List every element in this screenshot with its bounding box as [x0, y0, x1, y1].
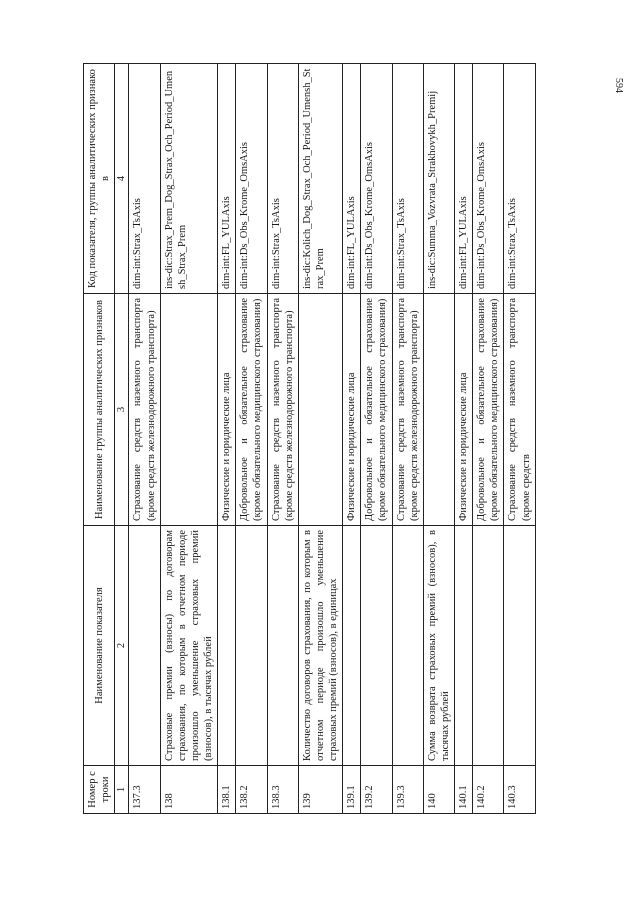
indicator-name — [236, 526, 267, 766]
indicator-name — [473, 526, 504, 766]
row-number: 138.1 — [218, 766, 236, 814]
table-row — [473, 64, 504, 814]
indicator-name — [343, 526, 361, 766]
indicator-name — [267, 526, 298, 766]
table-row — [504, 64, 535, 814]
indicator-code: dim-int:Strax_TsAxis — [267, 64, 298, 294]
row-number: 139 — [298, 766, 342, 814]
indicator-code: dim-int:Ds_Obs_Krome_OmsAxis — [361, 64, 392, 294]
row-number: 139.2 — [361, 766, 392, 814]
row-number: 138.3 — [267, 766, 298, 814]
group-name: Добровольное и обязательное страхование (кроме обязательного медицинского страхования) — [236, 294, 267, 526]
group-name: Страхование средств наземного транспорта (кроме средств железнодорожного транспорта) — [267, 294, 298, 526]
column-number: 2 — [115, 526, 129, 766]
group-name: Страхование средств наземного транспорта (кроме средств железнодорожного транспорта) — [129, 294, 160, 526]
indicator-table — [83, 63, 536, 814]
rotated-page — [83, 64, 593, 814]
table-row — [361, 64, 392, 814]
indicator-code: dim-int:FL_YULAxis — [455, 64, 473, 294]
indicator-name: Количество договоров страхования, по которым в отчетном периоде произошло уменьшение страховых премий (взносов), в единицах — [298, 526, 342, 766]
indicator-code: ins-dic:Summa_Vozvrata_Strakhovykh_Premij — [423, 64, 454, 294]
indicator-name — [392, 526, 423, 766]
indicator-name — [361, 526, 392, 766]
row-number: 139.3 — [392, 766, 423, 814]
table-row — [267, 64, 298, 814]
indicator-name — [129, 526, 160, 766]
group-name: Физические и юридические лица — [455, 294, 473, 526]
header-indicator-name: Наименование показателя — [84, 526, 115, 766]
table-row — [160, 64, 218, 814]
header-group-name: Наименование группы аналитических признаков — [84, 294, 115, 526]
table-row — [236, 64, 267, 814]
row-number: 137.3 — [129, 766, 160, 814]
row-number: 138 — [160, 766, 218, 814]
group-name — [298, 294, 342, 526]
header-code: Код показателя, группы аналитических признаков — [84, 64, 115, 294]
column-number: 3 — [115, 294, 129, 526]
indicator-code: dim-int:Strax_TsAxis — [392, 64, 423, 294]
row-number: 139.1 — [343, 766, 361, 814]
row-number: 140.3 — [504, 766, 535, 814]
indicator-code: ins-dic:Strax_Prem_Dog_Strax_Och_Period_Umensh_Strax_Prem — [160, 64, 218, 294]
header-row-number: Номер строки — [84, 766, 115, 814]
table-row — [423, 64, 454, 814]
indicator-code: dim-int:Strax_TsAxis — [129, 64, 160, 294]
group-name: Физические и юридические лица — [218, 294, 236, 526]
column-number-row — [115, 64, 129, 814]
indicator-code: dim-int:FL_YULAxis — [343, 64, 361, 294]
group-name: Страхование средств наземного транспорта (кроме средств железнодорожного транспорта) — [392, 294, 423, 526]
indicator-code: dim-int:FL_YULAxis — [218, 64, 236, 294]
group-name — [423, 294, 454, 526]
table-row — [455, 64, 473, 814]
indicator-code: ins-dic:Kolich_Dog_Strax_Och_Period_Umensh_Strax_Prem — [298, 64, 342, 294]
table-body — [129, 64, 535, 814]
table-row — [129, 64, 160, 814]
group-name — [160, 294, 218, 526]
header-row — [84, 64, 115, 814]
table-row — [343, 64, 361, 814]
group-name: Физические и юридические лица — [343, 294, 361, 526]
indicator-code: dim-int:Strax_TsAxis — [504, 64, 535, 294]
table-row — [392, 64, 423, 814]
row-number: 140 — [423, 766, 454, 814]
group-name: Страхование средств наземного транспорта (кроме средств — [504, 294, 535, 526]
column-number: 4 — [115, 64, 129, 294]
indicator-name — [504, 526, 535, 766]
row-number: 140.1 — [455, 766, 473, 814]
table-row — [298, 64, 342, 814]
indicator-code: dim-int:Ds_Obs_Krome_OmsAxis — [473, 64, 504, 294]
row-number: 138.2 — [236, 766, 267, 814]
table-row — [218, 64, 236, 814]
row-number: 140.2 — [473, 766, 504, 814]
group-name: Добровольное и обязательное страхование (кроме обязательного медицинского страхования) — [473, 294, 504, 526]
column-number: 1 — [115, 766, 129, 814]
indicator-code: dim-int:Ds_Obs_Krome_OmsAxis — [236, 64, 267, 294]
indicator-name — [455, 526, 473, 766]
group-name: Добровольное и обязательное страхование (кроме обязательного медицинского страхования) — [361, 294, 392, 526]
indicator-name — [218, 526, 236, 766]
indicator-name: Сумма возврата страховых премий (взносов), в тысячах рублей — [423, 526, 454, 766]
indicator-name: Страховые премии (взносы) по договорам страхования, по которым в отчетном периоде произошло уменьшение страховых премий (взносов), в тысячах рублей — [160, 526, 218, 766]
page-number: 594 — [613, 78, 624, 93]
